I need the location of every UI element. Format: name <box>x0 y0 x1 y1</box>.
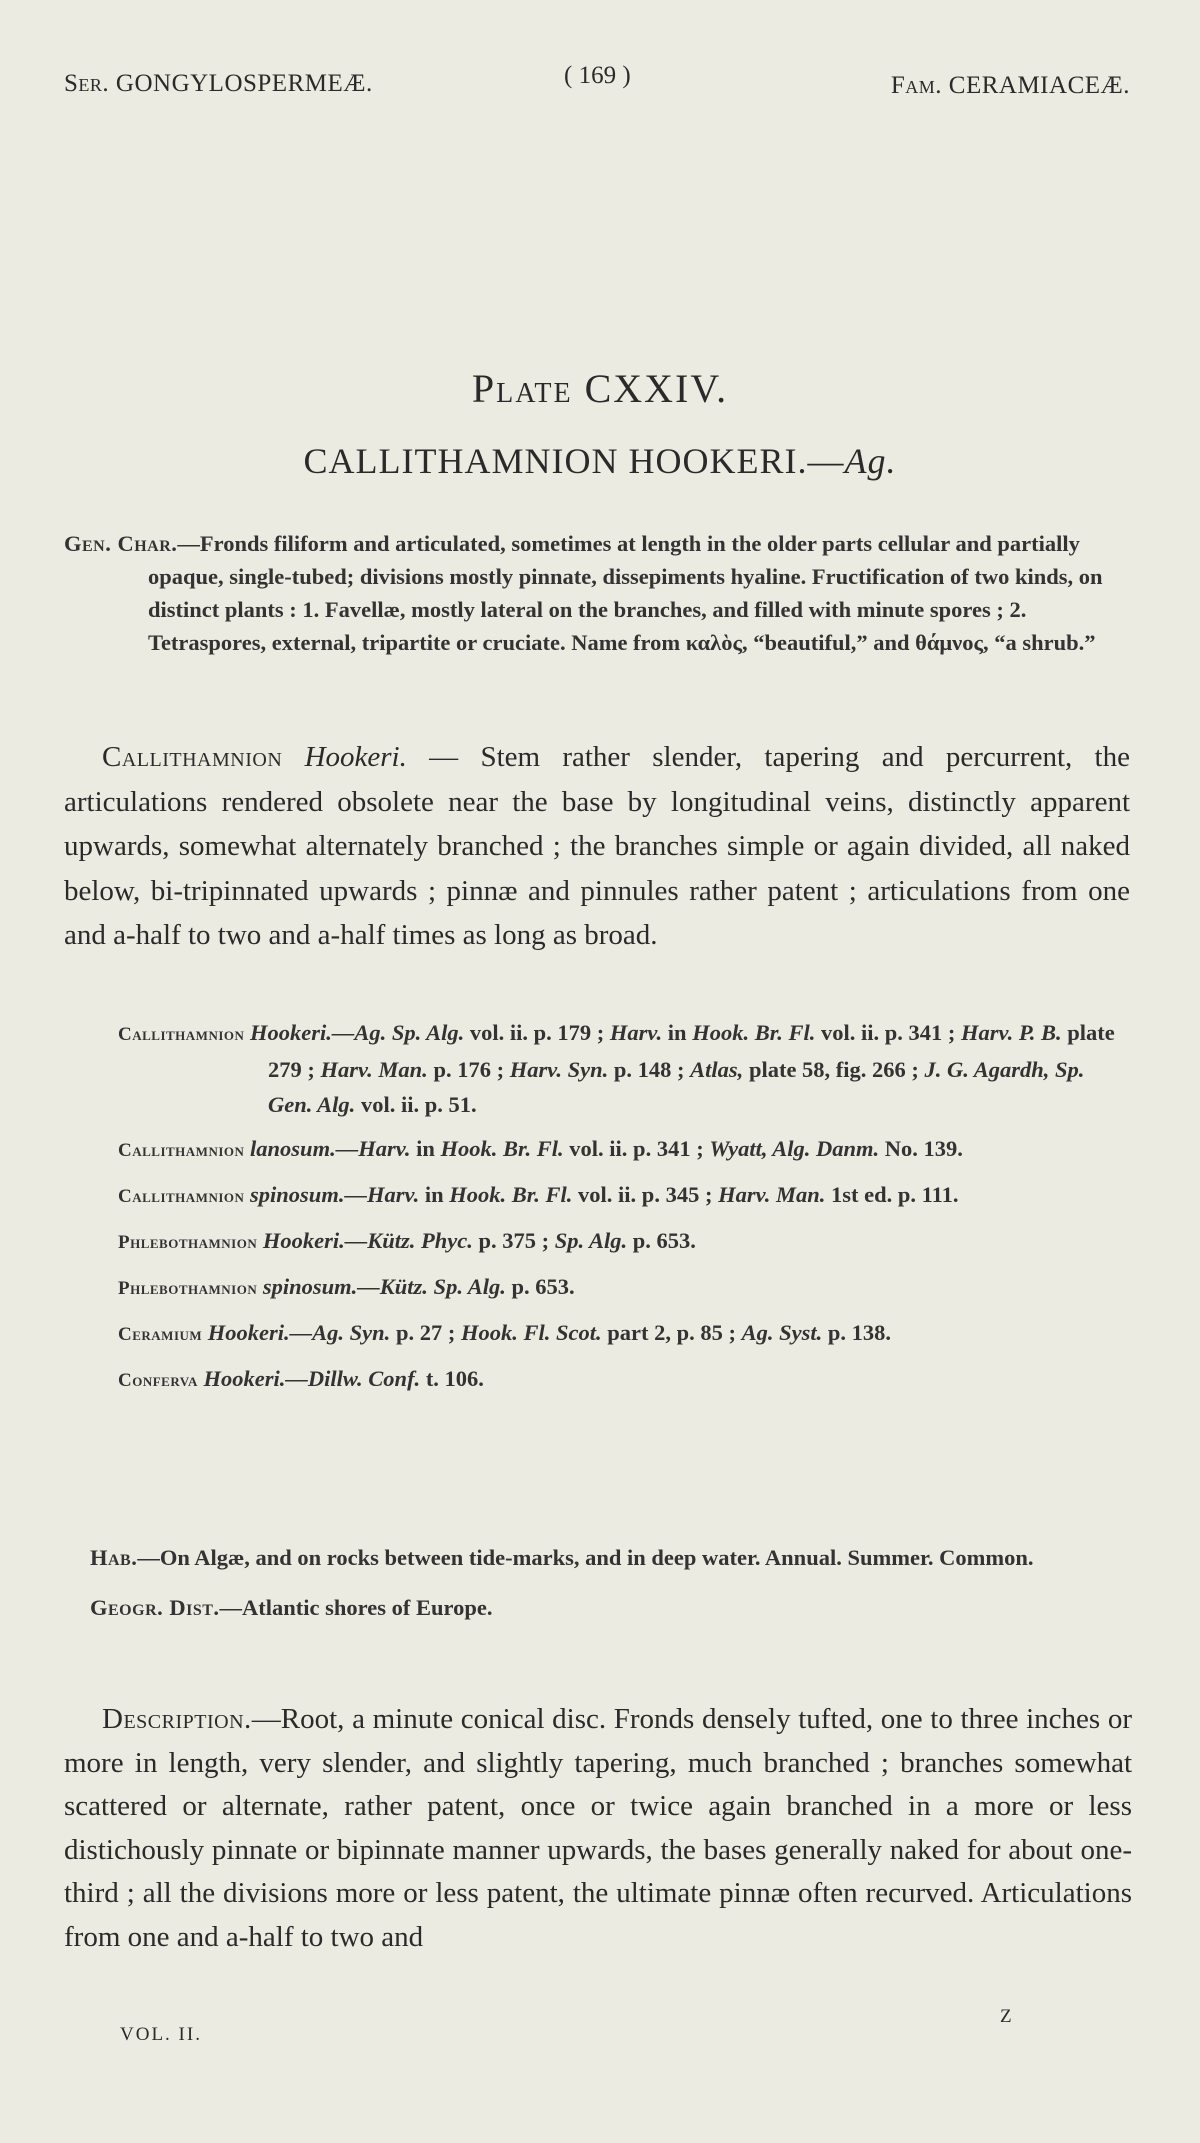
synonym-citation-part: p. 176 ; <box>427 1057 510 1082</box>
synonym-citation-part: Hookeri.—Ag. Syn. <box>207 1320 391 1345</box>
synonym-citation-part: Hookeri.—Kütz. Phyc. <box>262 1228 473 1253</box>
synonym-citation-part: vol. ii. p. 345 ; <box>572 1182 719 1207</box>
synonym-entry <box>118 1361 1130 1398</box>
family-heading: Fam. CERAMIACEÆ. <box>890 72 1130 99</box>
synonym-citation-part: p. 148 ; <box>608 1057 691 1082</box>
synonym-citation-part: Ag. Syst. <box>741 1320 823 1345</box>
species-diagnosis <box>64 735 1130 958</box>
synonym-genus: Phlebothamnion <box>118 1278 258 1299</box>
synonym-citation-part: Hook. Fl. Scot. <box>460 1320 602 1345</box>
synonym-citation-part: Harv. Man. <box>320 1057 428 1082</box>
description-text: —Root, a minute conical disc. Fronds densely tufted, one to three inches or more in length, very slender, and slightly tapering, much branched ; branches somewhat scattered or alternate, rather patent, once or twice again branched in a more or less distichously pinnate or bipinnate manner upwards, the bases generally naked for about one-third ; all the divisions more or less patent, the ultimate pinnæ often recurved. Articulations from one and a-half to two and <box>64 1703 1132 1953</box>
synonym-entry <box>118 1269 1130 1306</box>
synonym-citation-part: Harv. Man. <box>718 1182 826 1207</box>
synonym-entry <box>118 1131 1130 1168</box>
page-number: ( 169 ) <box>564 62 631 89</box>
synonym-citation-part: in <box>662 1020 693 1045</box>
synonym-entry <box>118 1223 1130 1260</box>
running-head <box>64 62 1136 102</box>
synonym-citation-part: spinosum.—Kütz. Sp. Alg. <box>262 1274 506 1299</box>
description-label: Description. <box>102 1703 252 1735</box>
synonym-genus: Conferva <box>118 1370 198 1391</box>
synonymy-list <box>118 1015 1130 1407</box>
synonym-citation-part: plate 279 ; <box>268 1020 1115 1082</box>
series-heading: Ser. GONGYLOSPERMEÆ. <box>64 70 373 97</box>
synonym-citation-part: Harv. Syn. <box>509 1057 609 1082</box>
synonym-citation-part: Atlas, <box>690 1057 744 1082</box>
synonym-citation-part: p. 138. <box>822 1320 891 1345</box>
synonym-citation-part: Hook. Br. Fl. <box>449 1182 573 1207</box>
geographic-distribution <box>64 1590 1130 1626</box>
signature-mark: Z <box>1000 2006 1012 2027</box>
synonym-citation-part: vol. ii. p. 341 ; <box>563 1136 710 1161</box>
geogr-label: Geogr. Dist. <box>90 1595 220 1620</box>
synonym-citation-part: Hook. Br. Fl. <box>440 1136 564 1161</box>
generic-character <box>64 527 1132 659</box>
synonym-entry <box>118 1015 1130 1122</box>
synonym-citation-part: p. 653. <box>505 1274 575 1299</box>
synonym-citation-part: in <box>410 1136 441 1161</box>
synonym-citation-part: p. 27 ; <box>390 1320 461 1345</box>
synonym-citation-part: Hook. Br. Fl. <box>692 1020 816 1045</box>
synonym-genus: Phlebothamnion <box>118 1232 258 1253</box>
synonym-citation-part: No. 139. <box>879 1136 963 1161</box>
synonym-citation-part: in <box>419 1182 450 1207</box>
synonym-citation-part: part 2, p. 85 ; <box>601 1320 742 1345</box>
synonym-citation-part: vol. ii. p. 51. <box>355 1092 477 1117</box>
habitat-label: Hab. <box>90 1545 138 1570</box>
synonym-entry <box>118 1315 1130 1352</box>
synonym-citation-part: Harv. <box>609 1020 663 1045</box>
geogr-text: —Atlantic shores of Europe. <box>219 1595 493 1620</box>
synonym-citation-part: J. G. Agardh, Sp. Gen. Alg. <box>268 1057 1085 1117</box>
synonym-citation-part: Wyatt, Alg. Danm. <box>709 1136 880 1161</box>
synonym-genus: Callithamnion <box>118 1186 245 1207</box>
description <box>64 1698 1132 1959</box>
species-title <box>0 440 1200 482</box>
habitat <box>64 1540 1130 1576</box>
synonym-genus: Callithamnion <box>118 1024 245 1045</box>
synonym-citation-part: Sp. Alg. <box>554 1228 628 1253</box>
habitat-text: —On Algæ, and on rocks between tide-marks, and in deep water. Annual. Summer. Common. <box>137 1545 1034 1570</box>
synonym-genus: Callithamnion <box>118 1140 245 1161</box>
synonym-citation-part: plate 58, fig. 266 ; <box>743 1057 925 1082</box>
synonym-citation-part: spinosum.—Harv. <box>250 1182 420 1207</box>
synonym-citation-part: vol. ii. p. 179 ; <box>464 1020 610 1045</box>
gen-char-text: —Fronds filiform and articulated, sometimes at length in the older parts cellular and partially opaque, single-tubed; divisions mostly pinnate, dissepiments hyaline. Fructification of two kinds, on distinct plants : 1. Favellæ, mostly lateral on the branches, and filled with minute spores ; 2. Tetraspores, external, tripartite or cruciate. Name from καλὸς, “beautiful,” and θάμνος, “a shrub.” <box>148 531 1103 655</box>
synonym-citation-part: Hookeri.—Ag. Sp. Alg. <box>250 1020 465 1045</box>
species-name: CALLITHAMNION HOOKERI.— <box>303 441 845 481</box>
species-authority: Ag. <box>844 441 897 481</box>
synonym-citation-part: lanosum.—Harv. <box>250 1136 411 1161</box>
synonym-citation-part: vol. ii. p. 341 ; <box>815 1020 961 1045</box>
synonym-citation-part: p. 653. <box>627 1228 696 1253</box>
habitat-block <box>64 1540 1130 1640</box>
diagnosis-genus: Callithamnion <box>102 741 283 773</box>
synonym-citation-part: p. 375 ; <box>472 1228 555 1253</box>
synonym-citation-part: Harv. P. B. <box>961 1020 1062 1045</box>
gen-char-label: Gen. Char. <box>64 531 178 556</box>
plate-title: Plate CXXIV. <box>471 366 729 411</box>
synonym-citation-part: 1st ed. p. 111. <box>825 1182 959 1207</box>
synonym-genus: Ceramium <box>118 1324 203 1345</box>
diagnosis-species: Hookeri. <box>304 741 407 773</box>
synonym-citation-part: t. 106. <box>420 1366 484 1391</box>
diagnosis-text: — Stem rather slender, tapering and percurrent, the articulations rendered obsolete near the base by longitudinal veins, distinctly apparent upwards, somewhat alternately branched ; the branches simple or again divided, all naked below, bi-tripinnated upwards ; pinnæ and pinnules rather patent ; articulations from one and a-half to two and a-half times as long as broad. <box>64 741 1130 951</box>
synonym-entry <box>118 1177 1130 1214</box>
synonym-citation-part: Hookeri.—Dillw. Conf. <box>203 1366 421 1391</box>
volume-mark: VOL. II. <box>120 2024 202 2045</box>
